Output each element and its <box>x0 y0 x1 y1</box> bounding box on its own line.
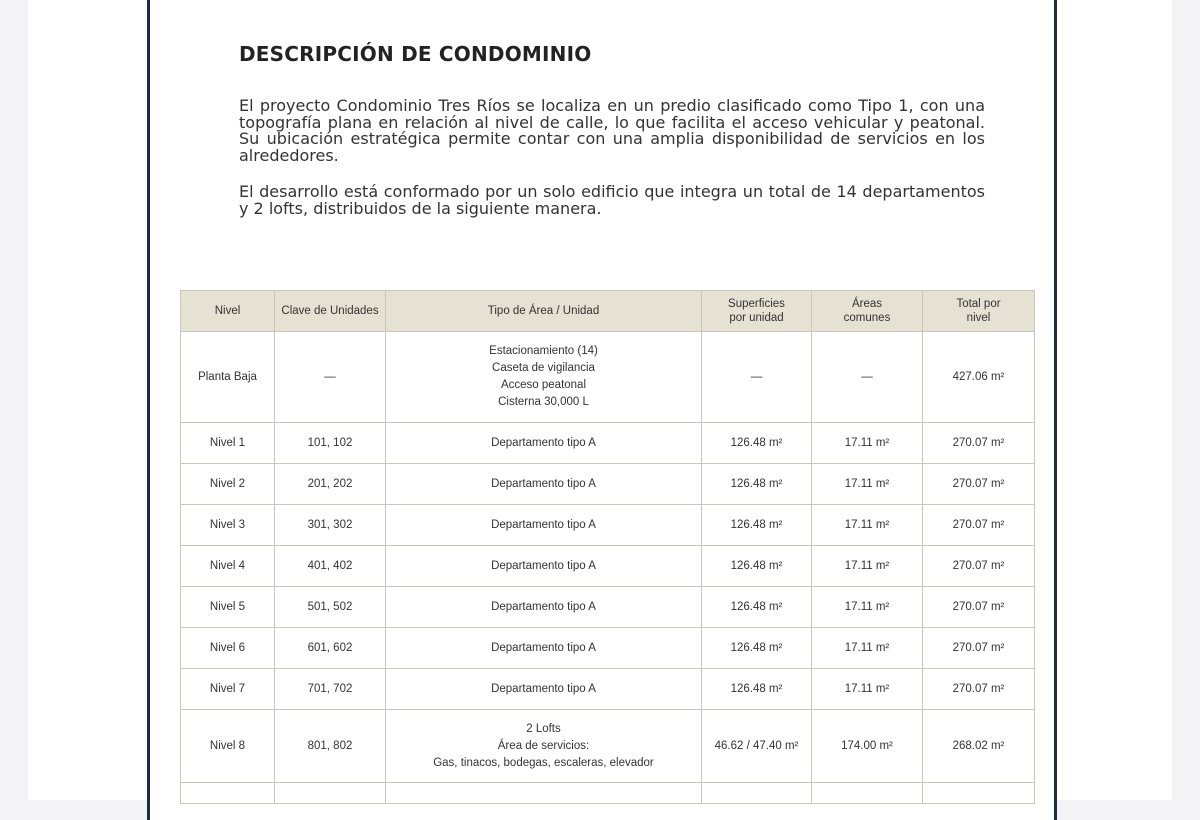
cell-total: 270.07 m² <box>923 423 1035 464</box>
cell-nivel: Nivel 6 <box>181 628 275 669</box>
cell-nivel: Nivel 7 <box>181 669 275 710</box>
table-row <box>181 332 1035 423</box>
cell-tipo: Departamento tipo A <box>386 464 702 505</box>
cell-nivel: Nivel 8 <box>181 710 275 783</box>
cell-total: 268.02 m² <box>923 710 1035 783</box>
cell-tipo-line: Estacionamiento (14) <box>489 345 598 357</box>
cell-areas: 17.11 m² <box>812 464 923 505</box>
cell-areas: 17.11 m² <box>812 628 923 669</box>
table-row <box>181 546 1035 587</box>
cell-clave: 701, 702 <box>275 669 386 710</box>
cell-nivel: Nivel 4 <box>181 546 275 587</box>
header-areas-line-1: Áreas <box>851 298 883 310</box>
cell-tipo: Departamento tipo A <box>386 546 702 587</box>
table-row <box>181 628 1035 669</box>
cell-areas: — <box>812 332 923 423</box>
cell-tipo <box>386 710 702 783</box>
header-areas-line-2: comunes <box>843 312 891 324</box>
cell-clave: 801, 802 <box>275 710 386 783</box>
cell-superficie: — <box>702 332 812 423</box>
cell-total: 270.07 m² <box>923 669 1035 710</box>
header-clave: Clave de Unidades <box>275 291 386 332</box>
header-tipo: Tipo de Área / Unidad <box>386 291 702 332</box>
table-row <box>181 464 1035 505</box>
cell-tipo: Departamento tipo A <box>386 587 702 628</box>
cell-clave: 301, 302 <box>275 505 386 546</box>
cell-superficie: 126.48 m² <box>702 505 812 546</box>
section-heading: DESCRIPCIÓN DE CONDOMINIO <box>239 42 592 66</box>
cell-areas: 17.11 m² <box>812 587 923 628</box>
cell-clave: 101, 102 <box>275 423 386 464</box>
header-total-line-1: Total por <box>956 298 1001 310</box>
table-row <box>181 669 1035 710</box>
table-row-partial <box>181 783 1035 804</box>
cell-total: 270.07 m² <box>923 464 1035 505</box>
paragraph-distribution: El desarrollo está conformado por un solo edificio que integra un total de 14 departamentos y 2 lofts, distribuidos de la siguiente manera. <box>239 182 985 218</box>
cell-clave: 501, 502 <box>275 587 386 628</box>
cell-clave: 601, 602 <box>275 628 386 669</box>
header-superficie-line-2: por unidad <box>729 312 784 324</box>
cell-superficie: 126.48 m² <box>702 464 812 505</box>
cell-tipo-line: Cisterna 30,000 L <box>498 396 589 408</box>
header-total <box>923 291 1035 332</box>
cell-tipo-line: 2 Lofts <box>526 722 561 735</box>
cell-areas: 17.11 m² <box>812 505 923 546</box>
paragraph-location: El proyecto Condominio Tres Ríos se localiza en un predio clasificado como Tipo 1, con una topografía plana en relación al nivel de calle, lo que facilita el acceso vehicular y peatonal. Su ubicación estratégica permite contar con una amplia disponibilidad de servicios en los alrededores. <box>239 96 985 165</box>
cell-areas: 17.11 m² <box>812 546 923 587</box>
cell-superficie: 126.48 m² <box>702 587 812 628</box>
header-total-line-2: nivel <box>966 312 991 324</box>
header-areas <box>812 291 923 332</box>
cell-nivel: Nivel 1 <box>181 423 275 464</box>
cell-areas: 174.00 m² <box>812 710 923 783</box>
cell-tipo: Departamento tipo A <box>386 628 702 669</box>
cell-nivel: Nivel 2 <box>181 464 275 505</box>
header-superficie-line-1: Superficies <box>728 298 785 310</box>
cell-tipo <box>386 332 702 423</box>
cell-total: 270.07 m² <box>923 505 1035 546</box>
cell-superficie: 126.48 m² <box>702 546 812 587</box>
cell-superficie: 126.48 m² <box>702 423 812 464</box>
cell-tipo-line: Caseta de vigilancia <box>492 362 595 374</box>
cell-nivel: Nivel 5 <box>181 587 275 628</box>
cell-tipo: Departamento tipo A <box>386 505 702 546</box>
cell-superficie: 46.62 / 47.40 m² <box>702 710 812 783</box>
cell-clave: — <box>275 332 386 423</box>
cell-tipo-line: Área de servicios: <box>497 739 590 752</box>
cell-superficie: 126.48 m² <box>702 628 812 669</box>
table-row <box>181 587 1035 628</box>
table-row <box>181 423 1035 464</box>
cell-nivel: Planta Baja <box>181 332 275 423</box>
cell-total: 270.07 m² <box>923 628 1035 669</box>
header-superficie <box>702 291 812 332</box>
cell-clave: 201, 202 <box>275 464 386 505</box>
table-header-row <box>181 291 1035 332</box>
cell-tipo-line: Acceso peatonal <box>500 379 587 391</box>
cell-total: 270.07 m² <box>923 546 1035 587</box>
table-row <box>181 710 1035 783</box>
cell-tipo-line: Gas, tinacos, bodegas, escaleras, elevador <box>433 756 654 769</box>
cell-total: 270.07 m² <box>923 587 1035 628</box>
table-row <box>181 505 1035 546</box>
cell-nivel: Nivel 3 <box>181 505 275 546</box>
cell-total: 427.06 m² <box>923 332 1035 423</box>
cell-tipo: Departamento tipo A <box>386 423 702 464</box>
units-table <box>180 290 1035 804</box>
cell-areas: 17.11 m² <box>812 669 923 710</box>
cell-tipo: Departamento tipo A <box>386 669 702 710</box>
header-nivel: Nivel <box>181 291 275 332</box>
cell-superficie: 126.48 m² <box>702 669 812 710</box>
cell-areas: 17.11 m² <box>812 423 923 464</box>
cell-clave: 401, 402 <box>275 546 386 587</box>
